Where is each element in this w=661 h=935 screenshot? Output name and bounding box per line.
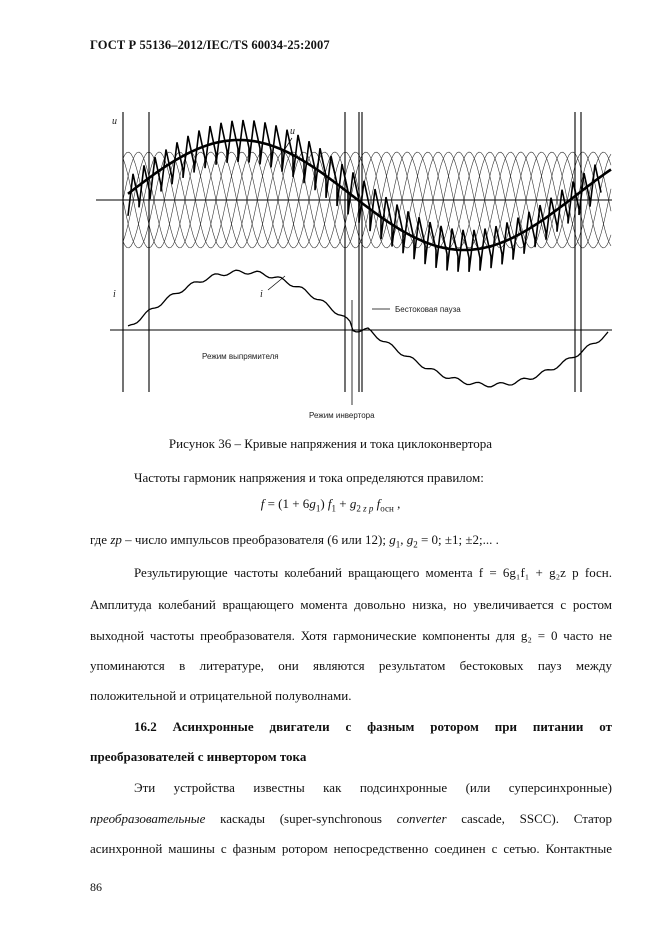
current-curve	[128, 270, 608, 387]
rectifier-label: Режим выпрямителя	[202, 352, 279, 361]
voltage-fundamental-curve	[128, 140, 611, 250]
para1-line4: упоминаются в литературе, они являются результатом бестоковых пауз между	[90, 658, 612, 673]
formula: $f = (1 + 6g_1)$ $f_1 + g_{2 z p}$ $f_{осн}$ ,	[260, 496, 401, 514]
u-axis-label: u	[112, 116, 117, 127]
inverter-label: Режим инвертора	[309, 411, 375, 420]
page-number: 86	[90, 880, 102, 894]
section-heading-line1: 16.2 Асинхронные двигатели с фазным ротором при питании от	[134, 719, 612, 734]
i-axis-label: i	[113, 289, 116, 300]
para1-line1: Результирующие частоты колебаний вращающего момента f = 6g₁f₁ + g₂z p fосн.	[134, 565, 612, 580]
where-text: где zp – число импульсов преобразователя (6 или 12); $g_1$, $g_2 = 0$; ±1; ±2;... .	[90, 532, 499, 550]
cycloconverter-figure	[0, 0, 661, 430]
intro-text: Частоты гармоник напряжения и тока определяются правилом:	[134, 470, 484, 485]
i-curve-label: i	[260, 289, 263, 300]
pause-label: Бестоковая пауза	[395, 305, 461, 314]
document-header: ГОСТ Р 55136–2012/IEC/TS 60034-25:2007	[90, 38, 330, 52]
para2-line3: асинхронной машины с фазным ротором непосредственно соединен с сетью. Контактные	[90, 841, 612, 856]
figure-caption: Рисунок 36 – Кривые напряжения и тока циклоконвертора	[168, 436, 493, 451]
para2-line2: преобразовательные каскады (super-synchronous converter cascade, SSCC). Статор	[90, 811, 612, 826]
para1-line5: положительной и отрицательной полуволнами.	[90, 688, 352, 703]
u-curve-label: u	[290, 126, 295, 137]
para1-line3: выходной частоты преобразователя. Хотя гармонические компоненты для g₂ = 0 часто не	[90, 628, 612, 643]
para1-line2: Амплитуда колебаний вращающего момента довольно низка, но увеличивается с ростом	[90, 597, 612, 612]
section-heading-line2: преобразователей с инвертором тока	[90, 749, 307, 764]
para2-line1: Эти устройства известны как подсинхронные (или суперсинхронные)	[134, 780, 612, 795]
voltage-output-curve	[128, 120, 601, 272]
